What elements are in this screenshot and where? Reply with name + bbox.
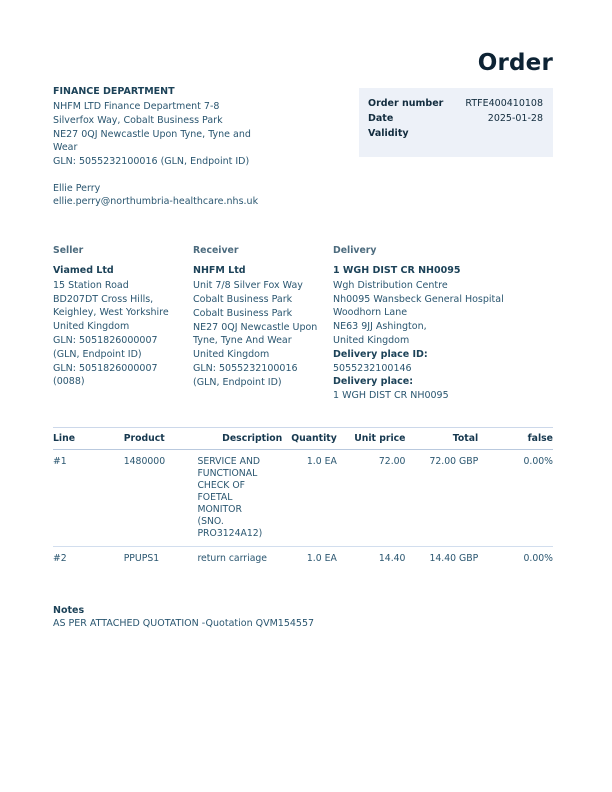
address-line: NHFM LTD Finance Department 7-8 — [53, 100, 220, 112]
contact-block — [53, 182, 265, 209]
order-info-label: Date — [368, 113, 394, 124]
delivery-extra-label: Delivery place: — [333, 376, 414, 387]
delivery-block — [333, 244, 553, 403]
address-line: GLN: 5055232100016 (GLN, Endpoint ID) — [53, 156, 250, 167]
seller-address — [53, 279, 183, 389]
order-info-row — [368, 111, 543, 126]
receiver-address — [193, 279, 323, 390]
address-line: Unit 7/8 Silver Fox Way — [193, 279, 303, 291]
cell-unit-price: 72.00 — [337, 449, 406, 546]
delivery-extra — [333, 375, 543, 403]
order-info-row — [368, 96, 543, 111]
order-info-value: 2025-01-28 — [487, 113, 543, 124]
finance-department-heading: FINANCE DEPARTMENT — [53, 86, 175, 97]
table-body — [53, 449, 553, 571]
address-line: BD207DT Cross Hills, Keighley, West Yorkshire — [53, 293, 169, 318]
cell-quantity: 1.0 EA — [306, 552, 337, 564]
address-line: GLN: 5051826000007 (0088) — [53, 362, 158, 387]
address-line: GLN: 5051826000007 (GLN, Endpoint ID) — [53, 335, 158, 360]
column-header: Description — [197, 427, 282, 449]
notes-section — [53, 604, 553, 630]
delivery-extra — [333, 348, 543, 376]
address-line: NE63 9JJ Ashington, — [333, 321, 427, 332]
address-line: United Kingdom — [193, 349, 270, 360]
order-info-box — [359, 88, 553, 157]
column-header: Product — [124, 427, 198, 449]
cell-false: 0.00% — [523, 552, 553, 564]
parties-section — [53, 244, 553, 403]
address-line: Wgh Distribution Centre — [333, 279, 448, 291]
delivery-extra-value: 5055232100146 — [333, 362, 412, 374]
header-section — [53, 85, 553, 209]
cell-total: 14.40 GBP — [429, 552, 479, 564]
finance-address — [53, 100, 265, 169]
cell-quantity: 1.0 EA — [282, 449, 337, 546]
cell-description: return carriage — [197, 552, 268, 564]
seller-heading: Seller — [53, 244, 84, 256]
cell-product: 1480000 — [124, 449, 198, 546]
cell-total: 72.00 GBP — [405, 449, 478, 546]
address-line: GLN: 5055232100016 (GLN, Endpoint ID) — [193, 363, 298, 388]
buyer-finance-block — [53, 85, 265, 209]
delivery-heading: Delivery — [333, 244, 377, 256]
receiver-block — [193, 244, 333, 403]
delivery-extra-label: Delivery place ID: — [333, 348, 428, 360]
order-info-label: Order number — [368, 98, 444, 109]
address-line: Cobalt Business Park — [193, 307, 293, 319]
address-line: United Kingdom — [53, 321, 130, 332]
delivery-address — [333, 279, 543, 348]
line-items-table — [53, 427, 553, 571]
address-line: Cobalt Business Park — [193, 293, 293, 305]
page-title: Order — [477, 50, 553, 76]
cell-description: SERVICE AND FUNCTIONAL CHECK OF FOETAL MONITOR (SNO. PRO3124A12) — [197, 449, 282, 546]
address-line: NE27 0QJ Newcastle Upon Tyne, Tyne And Wear — [193, 321, 318, 346]
address-line: Nh0095 Wansbeck General Hospital Woodhorn Lane — [333, 293, 504, 318]
table-row — [53, 546, 553, 571]
column-header: false — [478, 427, 553, 449]
address-line: Silverfox Way, Cobalt Business Park — [53, 114, 223, 126]
receiver-heading: Receiver — [193, 244, 239, 256]
address-line: NE27 0QJ Newcastle Upon Tyne, Tyne and Wear — [53, 128, 251, 153]
cell-line: #2 — [53, 552, 67, 564]
address-line: United Kingdom — [333, 335, 410, 346]
contact-email: ellie.perry@northumbria-healthcare.nhs.uk — [53, 196, 259, 207]
seller-block — [53, 244, 193, 403]
table-header — [53, 427, 553, 449]
seller-name: Viamed Ltd — [53, 265, 114, 276]
column-header: Total — [405, 427, 478, 449]
order-info-label: Validity — [368, 128, 409, 139]
order-info-row — [368, 126, 543, 141]
order-info-value: RTFE400410108 — [465, 98, 543, 109]
contact-name: Ellie Perry — [53, 182, 101, 194]
cell-unit-price: 14.40 — [378, 552, 406, 564]
cell-line: #1 — [53, 449, 124, 546]
cell-false: 0.00% — [478, 449, 553, 546]
notes-heading: Notes — [53, 604, 85, 616]
receiver-name: NHFM Ltd — [193, 265, 246, 276]
column-header: Unit price — [337, 427, 406, 449]
column-header: Quantity — [282, 427, 337, 449]
cell-product: PPUPS1 — [123, 552, 160, 564]
delivery-extra-value: 1 WGH DIST CR NH0095 — [333, 390, 449, 401]
address-line: 15 Station Road — [53, 279, 129, 291]
table-header-row — [53, 427, 553, 449]
delivery-extras — [333, 348, 543, 403]
table-row — [53, 449, 553, 546]
notes-text: AS PER ATTACHED QUOTATION -Quotation QVM154557 — [53, 617, 315, 629]
column-header: Line — [53, 427, 124, 449]
delivery-name: 1 WGH DIST CR NH0095 — [333, 265, 461, 276]
